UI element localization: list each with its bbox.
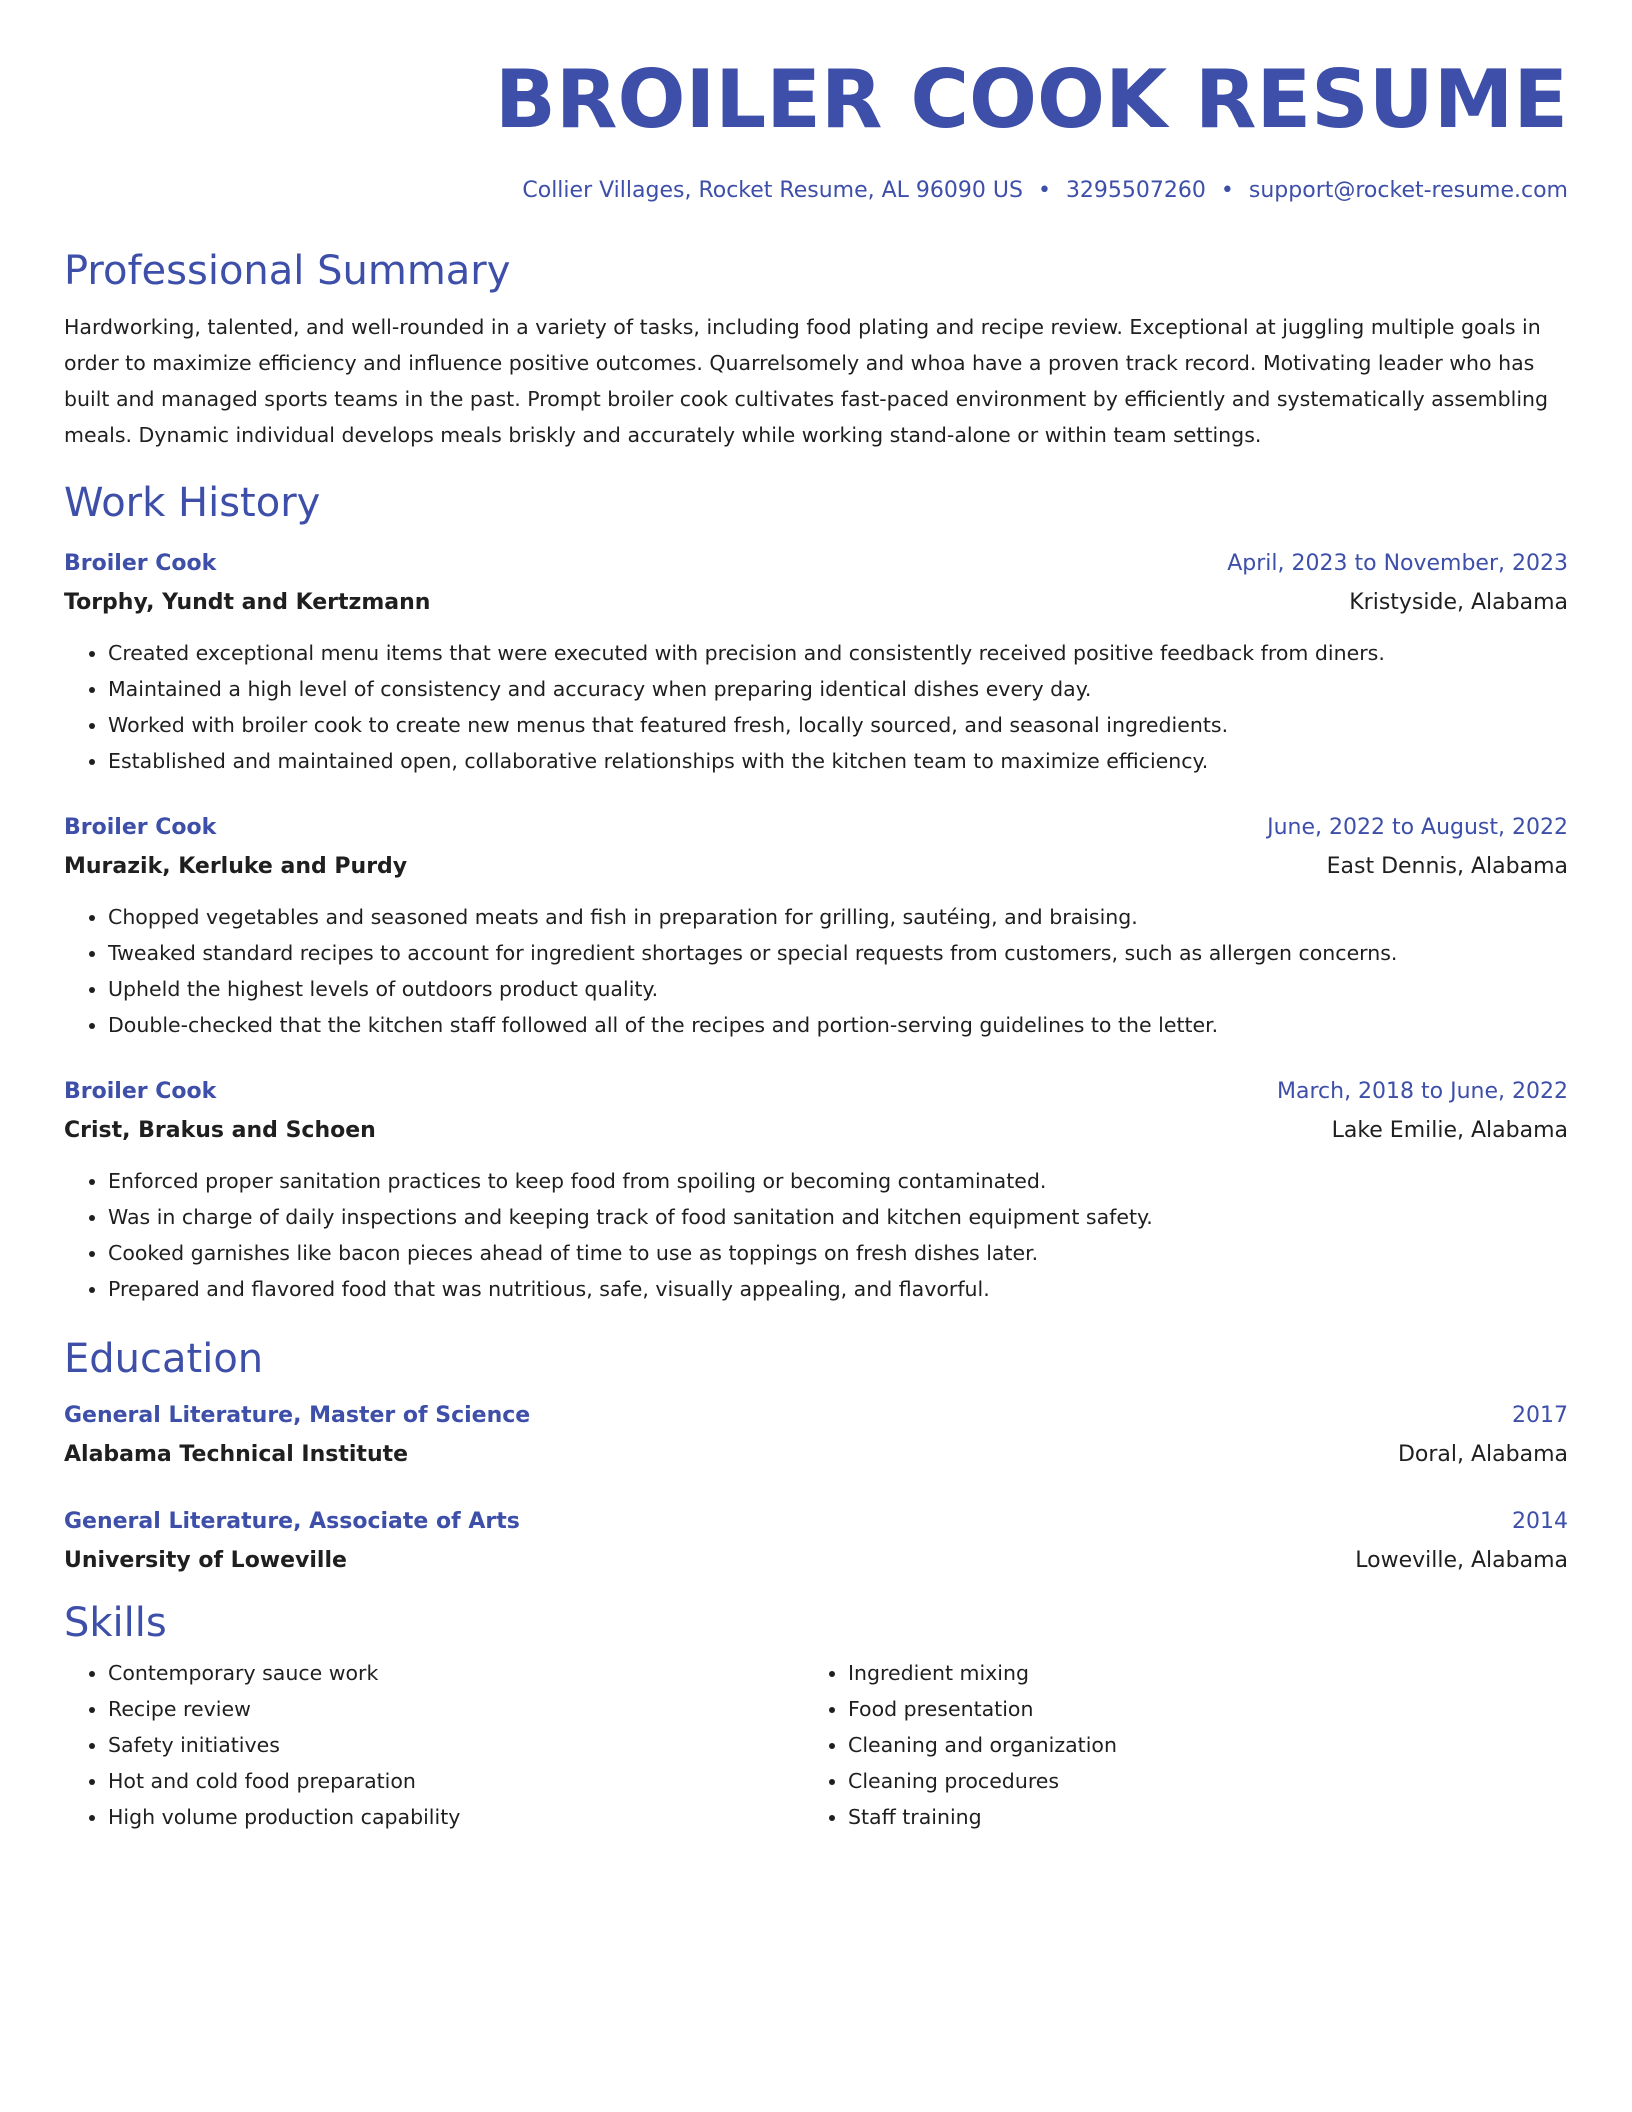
job-bullet: • Created exceptional menu items that were executed with precision and consistently received positive feedback from diners. [108,635,1568,671]
job-location: Kristyside, Alabama [1349,590,1568,615]
contact-separator: • [1220,178,1234,203]
job-bullet: • Worked with broiler cook to create new menus that featured fresh, locally sourced, and seasonal ingredients. [108,707,1568,743]
job-bullet: • Enforced proper sanitation practices to keep food from spoiling or becoming contaminated. [108,1163,1568,1199]
skills-column-right [804,1655,1544,1835]
education-school: Alabama Technical Institute [64,1442,409,1467]
job-bullet: • Chopped vegetables and seasoned meats and fish in preparation for grilling, sautéing, and braising. [108,899,1568,935]
job-bullets [64,899,1568,1043]
job-bullet: • Prepared and flavored food that was nutritious, safe, visually appealing, and flavorful. [108,1271,1568,1307]
job-bullet: • Cooked garnishes like bacon pieces ahead of time to use as toppings on fresh dishes later. [108,1235,1568,1271]
summary-text: Hardworking, talented, and well-rounded in a variety of tasks, including food plating and recipe review. Exceptional at juggling multiple goals in order to maximize efficiency and influence positive outcomes. Quarrelsomely and whoa have a proven track record. Motivating leader who has built and managed sports teams in the past. Prompt broiler cook cultivates fast-paced environment by efficiently and systematically assembling meals. Dynamic individual develops meals briskly and accurately while working stand-alone or within team settings. [64,315,1549,447]
education-heading: Education [64,1336,264,1382]
skills-list [64,1655,1568,1835]
job-bullet: • Upheld the highest levels of outdoors product quality. [108,971,1568,1007]
skill-item: • Safety initiatives [108,1727,804,1763]
job-entry [64,809,1568,1043]
job-dates: April, 2023 to November, 2023 [1227,551,1568,576]
job-company: Torphy, Yundt and Kertzmann [64,590,431,615]
education-entry [64,1503,1568,1581]
job-dates: June, 2022 to August, 2022 [1267,815,1568,840]
job-role: Broiler Cook [64,551,217,576]
skills-heading: Skills [64,1600,167,1646]
skill-item: • Hot and cold food preparation [108,1763,804,1799]
job-entry [64,545,1568,779]
skill-item: • Cleaning and organization [848,1727,1544,1763]
skill-item: • Food presentation [848,1691,1544,1727]
job-location: Lake Emilie, Alabama [1331,1118,1568,1143]
phone: 3295507260 [1065,178,1206,203]
job-bullets [64,635,1568,779]
education-entry [64,1397,1568,1475]
job-entry [64,1073,1568,1307]
education-degree: General Literature, Master of Science [64,1403,531,1428]
skill-item: • Staff training [848,1799,1544,1835]
job-bullet: • Maintained a high level of consistency and accuracy when preparing identical dishes every day. [108,671,1568,707]
education-location: Loweville, Alabama [1355,1548,1568,1573]
job-bullet: • Established and maintained open, collaborative relationships with the kitchen team to maximize efficiency. [108,743,1568,779]
job-bullet: • Double-checked that the kitchen staff followed all of the recipes and portion-serving guidelines to the letter. [108,1007,1568,1043]
skill-item: • Recipe review [108,1691,804,1727]
job-location: East Dennis, Alabama [1326,854,1568,879]
work-history-heading: Work History [64,480,321,526]
contact-separator: • [1037,178,1051,203]
job-bullet: • Tweaked standard recipes to account for ingredient shortages or special requests from customers, such as allergen concerns. [108,935,1568,971]
education-year: 2014 [1512,1509,1568,1534]
address: Collier Villages, Rocket Resume, AL 96090 US [522,178,1023,203]
skills-column-left [64,1655,804,1835]
job-company: Crist, Brakus and Schoen [64,1118,376,1143]
skill-item: • Ingredient mixing [848,1655,1544,1691]
skill-item: • Cleaning procedures [848,1763,1544,1799]
job-dates: March, 2018 to June, 2022 [1277,1079,1568,1104]
summary-heading: Professional Summary [64,248,511,294]
skill-item: • Contemporary sauce work [108,1655,804,1691]
job-role: Broiler Cook [64,1079,217,1104]
job-role: Broiler Cook [64,815,217,840]
resume-title: BROILER COOK RESUME [494,53,1568,146]
contact-line [64,178,1568,203]
job-company: Murazik, Kerluke and Purdy [64,854,408,879]
resume-header [64,52,1568,203]
job-bullets [64,1163,1568,1307]
job-bullet: • Was in charge of daily inspections and keeping track of food sanitation and kitchen equipment safety. [108,1199,1568,1235]
education-school: University of Loweville [64,1548,347,1573]
education-location: Doral, Alabama [1397,1442,1568,1467]
education-degree: General Literature, Associate of Arts [64,1509,520,1534]
email: support@rocket-resume.com [1248,178,1568,203]
skill-item: • High volume production capability [108,1799,804,1835]
education-year: 2017 [1512,1403,1568,1428]
